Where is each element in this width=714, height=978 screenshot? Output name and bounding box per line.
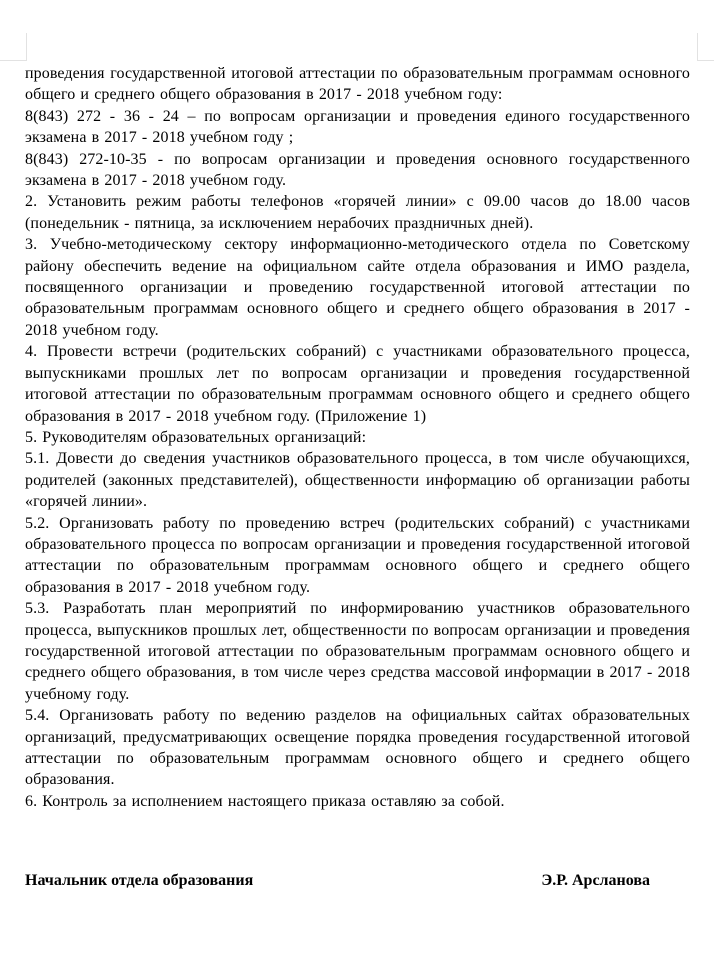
signature-block [25, 870, 690, 891]
page-corner-mark-left [0, 33, 27, 61]
paragraph-phone-oge: 8(843) 272-10-35 - по вопросам организации и проведения основного государственного экзамена в 2017 - 2018 учебном году. [25, 150, 690, 190]
paragraph-item-3: 3. Учебно-методическому сектору информационно-методического отдела по Советскому району обеспечить ведение на официальном сайте отдела образования и ИМО раздела, посвященного организации и проведению государственной итоговой аттестации по образовательным программам основного общего и среднего общего образования в 2017 - 2018 учебном году. [25, 236, 690, 339]
paragraph-item-5: 5. Руководителям образовательных организаций: [25, 428, 367, 446]
document-body [25, 63, 690, 892]
paragraph-item-5-2: 5.2. Организовать работу по проведению встреч (родительских собраний) с участниками образовательного процесса по вопросам организации и проведения государственной итоговой аттестации по образовательным программам основного общего и среднего общего образования в 2017 - 2018 учебном году. [25, 514, 690, 596]
paragraph-item-2: 2. Установить режим работы телефонов «горячей линии» с 09.00 часов до 18.00 часов (понедельник - пятница, за исключением нерабочих праздничных дней). [25, 193, 690, 232]
paragraph-item-5-1: 5.1. Довести до сведения участников образовательного процесса, в том числе обучающихся, родителей (законных представителей), общественности информацию об организации работы «горячей линии». [25, 450, 690, 511]
paragraph-item-4: 4. Провести встречи (родительских собраний) с участниками образовательного процесса, выпускниками прошлых лет по вопросам организации и проведения государственной итоговой аттестации по образовательным программам основного общего и среднего общего образования в 2017 - 2018 учебном году. (Приложение 1) [25, 343, 690, 425]
paragraph-continuation: проведения государственной итоговой аттестации по образовательным программам основного общего и среднего общего образования в 2017 - 2018 учебном году: [25, 65, 690, 104]
paragraph-item-6: 6. Контроль за исполнением настоящего приказа оставляю за собой. [25, 792, 505, 810]
signature-name: Э.Р. Арсланова [541, 872, 650, 890]
paragraph-item-5-4: 5.4. Организовать работу по ведению разделов на официальных сайтах образовательных организаций, предусматривающих освещение порядка проведения государственной итоговой аттестации по образовательным программам основного общего и среднего общего образования. [25, 707, 690, 789]
page-corner-mark-right [697, 33, 714, 61]
paragraph-item-5-3: 5.3. Разработать план мероприятий по информированию участников образовательного процесса, выпускников прошлых лет, общественности по вопросам организации и проведения государственной итоговой аттестации по образовательным программам основного общего и среднего общего образования, в том числе через средства массовой информации в 2017 - 2018 учебному году. [25, 600, 690, 703]
paragraph-phone-ege: 8(843) 272 - 36 - 24 – по вопросам организации и проведения единого государственного экзамена в 2017 - 2018 учебном году ; [25, 107, 690, 147]
signature-title: Начальник отдела образования [25, 872, 254, 890]
